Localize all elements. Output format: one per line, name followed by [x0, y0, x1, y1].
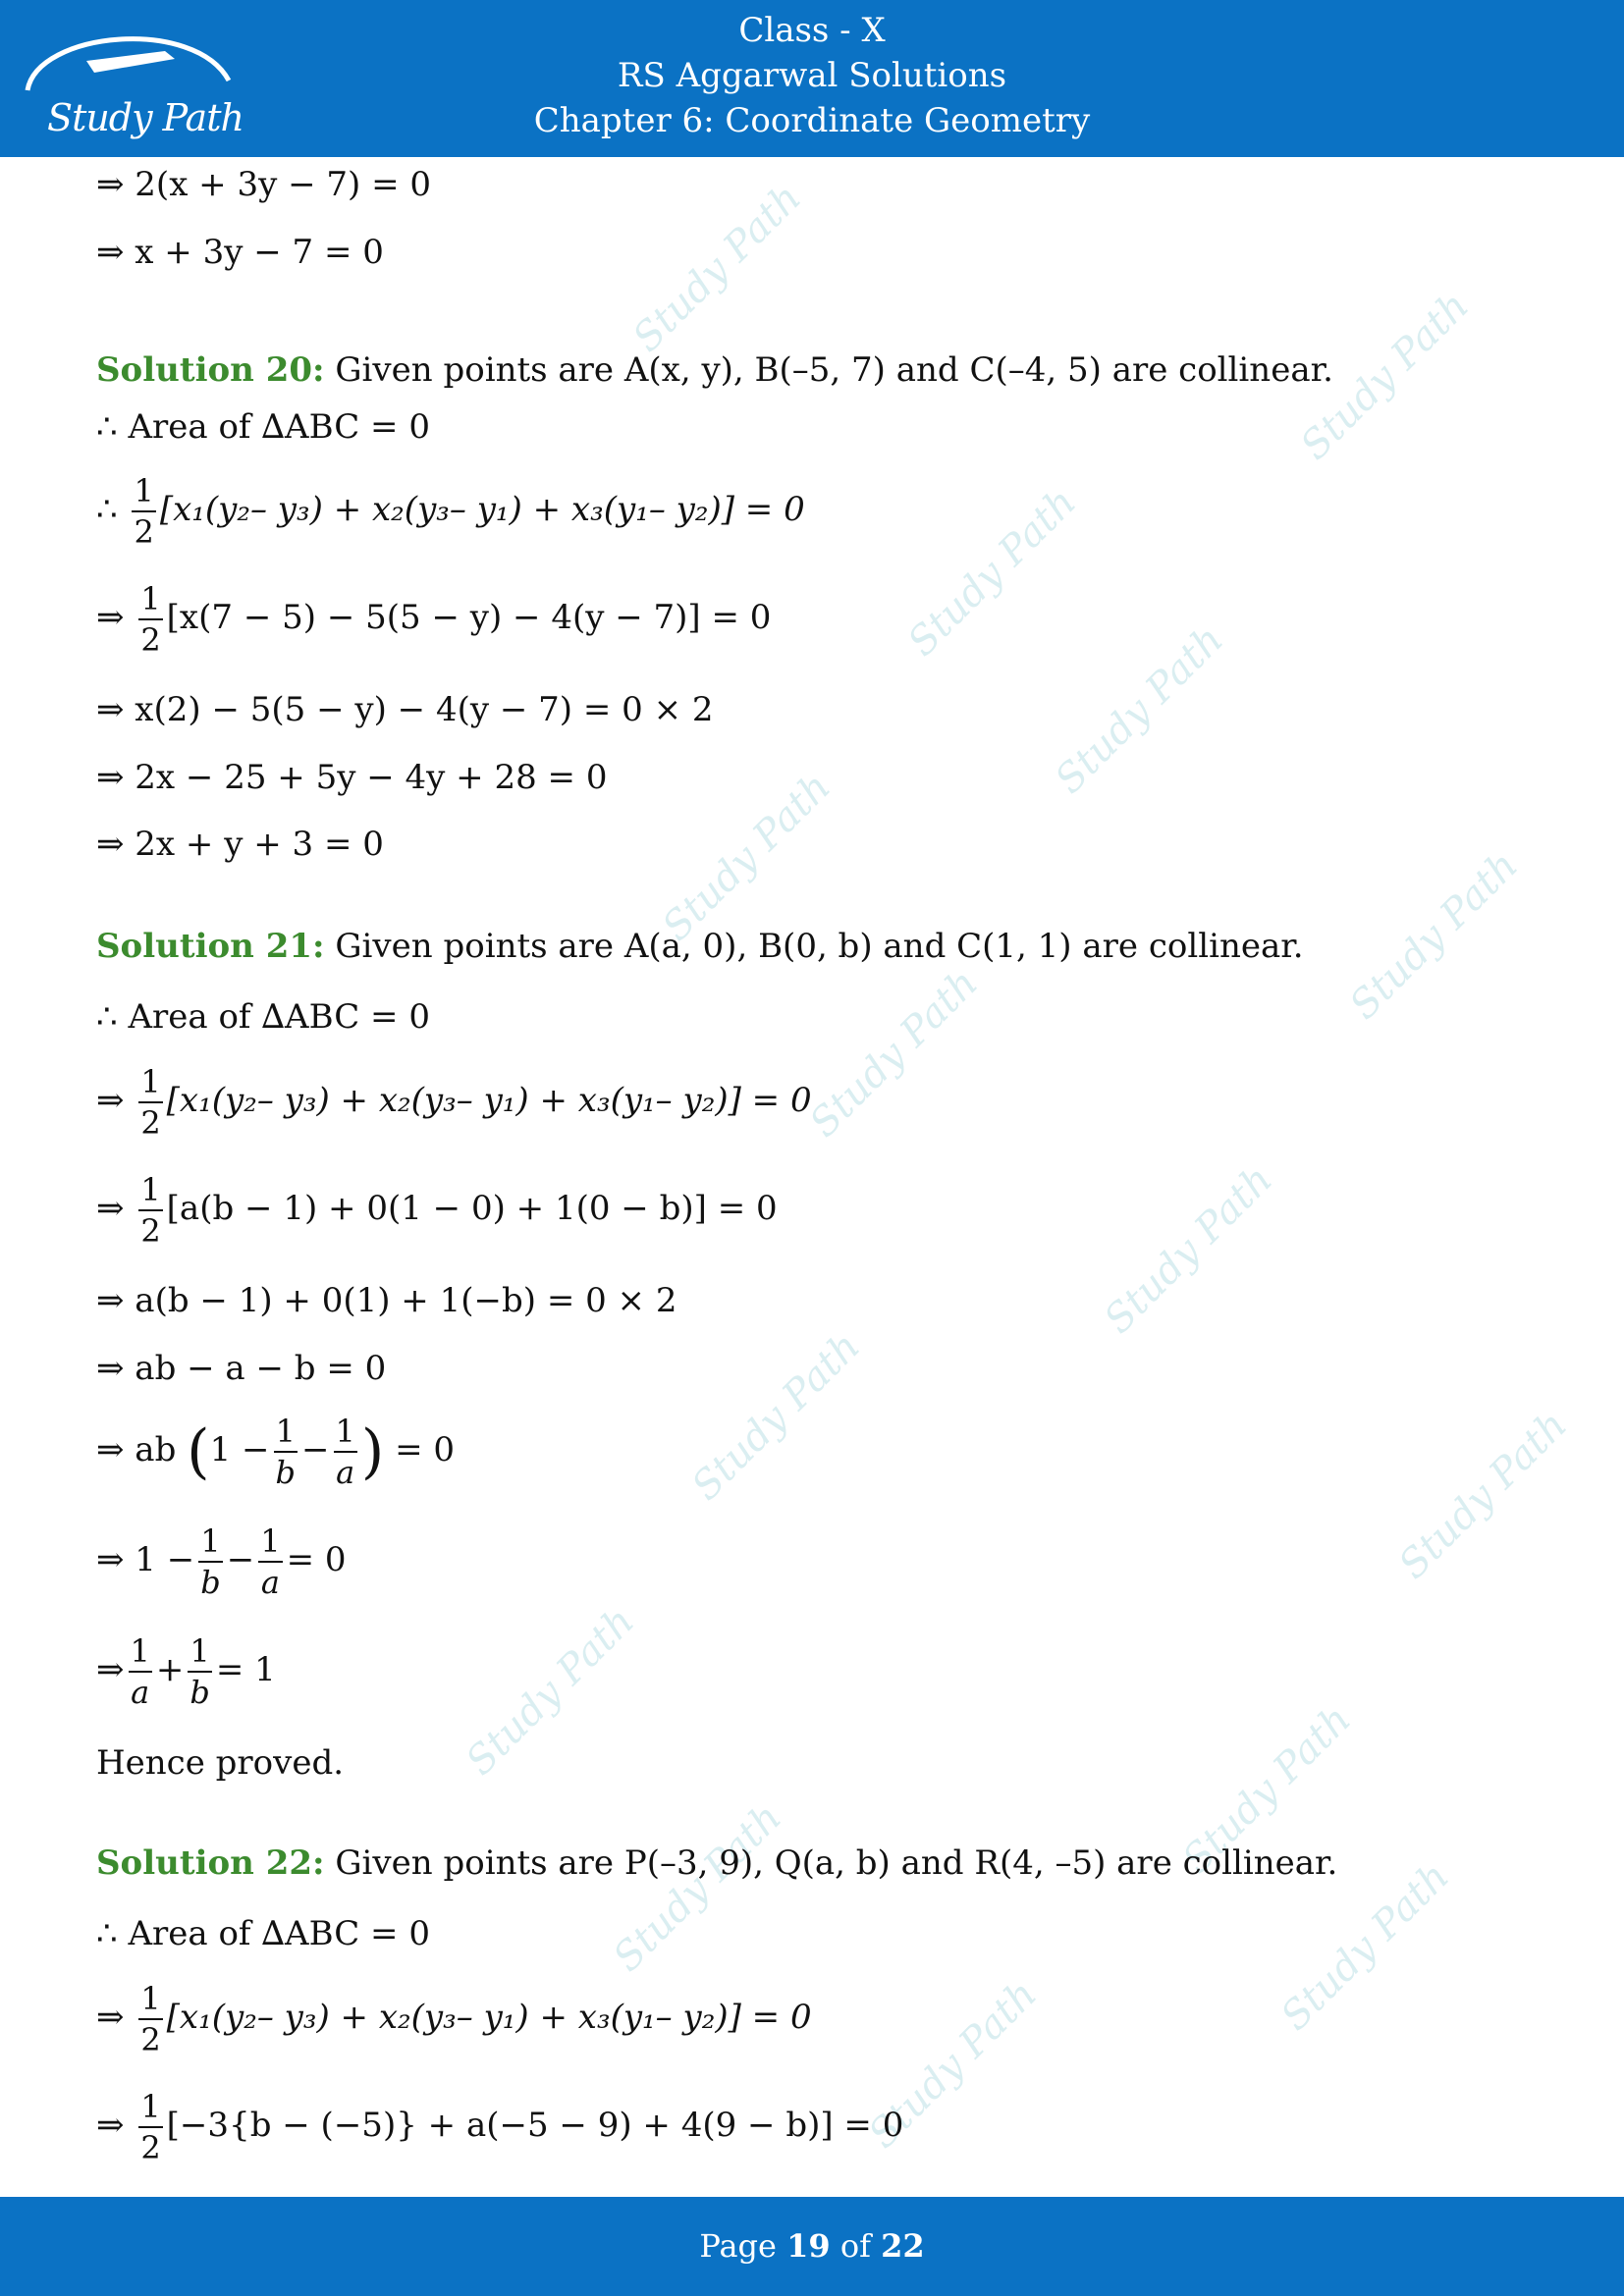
step-line: ⇒ 1 − $\frac{1}{b}$ − $\frac{1}{a}$ = 0 [96, 1522, 347, 1601]
formula-body: [x₁(y₂– y₃) + x₂(y₃– y₁) + x₃(y₁– y₂)] = 0 [166, 1081, 812, 1120]
page-total: 22 [881, 2227, 925, 2265]
fraction-half [138, 1062, 162, 1143]
step-line: ⇒ 2x − 25 + 5y − 4y + 28 = 0 [96, 758, 608, 797]
symbol: ∴ [96, 490, 118, 529]
denominator: 2 [140, 2129, 161, 2166]
area-line: ∴ Area of ∆ABC = 0 [96, 997, 430, 1037]
watermark: Study Path [860, 1971, 1046, 2158]
formula-line [96, 1062, 812, 1143]
denominator: 2 [140, 1212, 161, 1250]
paren-open: ( [187, 1417, 210, 1486]
numerator: 1 [198, 1522, 222, 1563]
fraction-one-b [198, 1522, 222, 1602]
denominator: b [200, 1564, 221, 1601]
header-chapter: Chapter 6: Coordinate Geometry [533, 101, 1091, 140]
numerator: 1 [188, 1631, 211, 1673]
fraction-one-b [188, 1631, 211, 1712]
paren-close: ) [360, 1417, 385, 1486]
sol19-line: ⇒ 2(x + 3y − 7) = 0 [96, 165, 432, 204]
watermark: Study Path [683, 1323, 869, 1510]
step-line: ⇒ ab − a − b = 0 [96, 1349, 387, 1388]
fraction-half [138, 579, 162, 660]
fraction-one-a [258, 1522, 282, 1602]
page-of: of [830, 2227, 882, 2265]
symbol: ⇒ [96, 1081, 125, 1120]
formula-line [96, 471, 805, 552]
watermark: Study Path [1341, 842, 1527, 1029]
formula-line [96, 2087, 903, 2167]
formula-body: [a(b − 1) + 0(1 − 0) + 1(0 − b)] = 0 [166, 1189, 778, 1228]
fraction-half [138, 1979, 162, 2059]
numerator: 1 [274, 1412, 298, 1453]
watermark: Study Path [1174, 1696, 1360, 1883]
denominator: 2 [140, 2021, 161, 2058]
header-class: Class - X [738, 11, 886, 50]
watermark: Study Path [458, 1598, 643, 1785]
area-line: ∴ Area of ∆ABC = 0 [96, 1914, 430, 1953]
fraction-half [138, 1170, 162, 1251]
fraction-one-b [274, 1412, 298, 1492]
page-prefix: Page [699, 2227, 787, 2265]
solution-20-heading [96, 350, 1333, 390]
watermark: Study Path [899, 479, 1085, 666]
solution-given: Given points are A(x, y), B(–5, 7) and C(–4, 5) are collinear. [324, 350, 1333, 390]
solution-given: Given points are P(–3, 9), Q(a, b) and R(4, –5) are collinear. [324, 1843, 1338, 1883]
formula-line [96, 1170, 778, 1251]
watermark: Study Path [1272, 1853, 1458, 2040]
numerator: 1 [132, 471, 155, 512]
symbol: ⇒ [96, 1998, 125, 2037]
solution-label: Solution 21: [96, 927, 325, 966]
solution-given: Given points are A(a, 0), B(0, b) and C(1, 1) are collinear. [324, 927, 1304, 966]
formula-body: [x(7 − 5) − 5(5 − y) − 4(y − 7)] = 0 [166, 598, 772, 637]
watermark: Study Path [1047, 616, 1232, 803]
watermark: Study Path [624, 175, 810, 361]
equals: = 1 [215, 1650, 276, 1689]
denominator: 2 [140, 621, 161, 659]
sol19-line: ⇒ x + 3y − 7 = 0 [96, 233, 384, 272]
symbol: ⇒ 1 − [96, 1540, 195, 1579]
formula-body: [x₁(y₂– y₃) + x₂(y₃– y₁) + x₃(y₁– y₂)] = 0 [166, 1998, 812, 2037]
numerator: 1 [129, 1631, 152, 1673]
numerator: 1 [138, 579, 162, 620]
area-line: ∴ Area of ∆ABC = 0 [96, 407, 430, 447]
solution-label: Solution 22: [96, 1843, 325, 1883]
step-line: ⇒ $\frac{1}{a}$ + $\frac{1}{b}$ = 1 [96, 1632, 276, 1711]
page-header [0, 0, 1624, 157]
fraction-half [138, 2087, 162, 2167]
equals: = 0 [286, 1540, 347, 1579]
fraction-one-a [129, 1631, 152, 1712]
symbol: ⇒ ab [96, 1430, 177, 1469]
logo-text: Study Path [47, 96, 244, 139]
denominator: 2 [134, 513, 154, 551]
watermark: Study Path [1096, 1156, 1281, 1343]
denominator: a [260, 1564, 280, 1601]
numerator: 1 [138, 1062, 162, 1103]
denominator: a [131, 1674, 150, 1711]
solution-21-heading [96, 927, 1304, 966]
formula-body: [x₁(y₂– y₃) + x₂(y₃– y₁) + x₃(y₁– y₂)] = 0 [159, 490, 805, 529]
equals: = 0 [384, 1430, 456, 1469]
step-line: ⇒ x(2) − 5(5 − y) − 4(y − 7) = 0 × 2 [96, 690, 714, 729]
numerator: 1 [138, 2087, 162, 2128]
header-book: RS Aggarwal Solutions [617, 56, 1007, 95]
fraction-one-a [334, 1412, 357, 1492]
formula-body: [−3{b − (−5)} + a(−5 − 9) + 4(9 − b)] = 0 [166, 2106, 904, 2145]
numerator: 1 [334, 1412, 357, 1453]
formula-line [96, 1979, 812, 2059]
page-footer [0, 2197, 1624, 2296]
watermark: Study Path [605, 1794, 790, 1981]
step-line: ⇒ 2x + y + 3 = 0 [96, 825, 384, 864]
watermark: Study Path [801, 960, 987, 1147]
page-number: 19 [786, 2227, 831, 2265]
denominator: a [336, 1454, 355, 1491]
symbol: ⇒ [96, 598, 125, 637]
numerator: 1 [138, 1979, 162, 2020]
watermark: Study Path [1292, 283, 1478, 469]
symbol: ⇒ [96, 1650, 125, 1689]
watermark: Study Path [1390, 1402, 1576, 1588]
symbol: ⇒ [96, 1189, 125, 1228]
step-line: ⇒ ab (1 − $\frac{1}{b}$ − $\frac{1}{a}$ ) = 0 [96, 1413, 456, 1491]
denominator: b [189, 1674, 210, 1711]
fraction-half [132, 471, 155, 552]
numerator: 1 [258, 1522, 282, 1563]
study-path-logo [18, 22, 244, 149]
denominator: 2 [140, 1104, 161, 1142]
solution-label: Solution 20: [96, 350, 325, 390]
conclusion: Hence proved. [96, 1743, 345, 1783]
step-line: ⇒ a(b − 1) + 0(1) + 1(−b) = 0 × 2 [96, 1281, 677, 1320]
formula-line [96, 579, 771, 660]
symbol: ⇒ [96, 2106, 125, 2145]
watermark: Study Path [654, 764, 839, 950]
denominator: b [275, 1454, 296, 1491]
numerator: 1 [138, 1170, 162, 1211]
solution-22-heading [96, 1843, 1337, 1883]
